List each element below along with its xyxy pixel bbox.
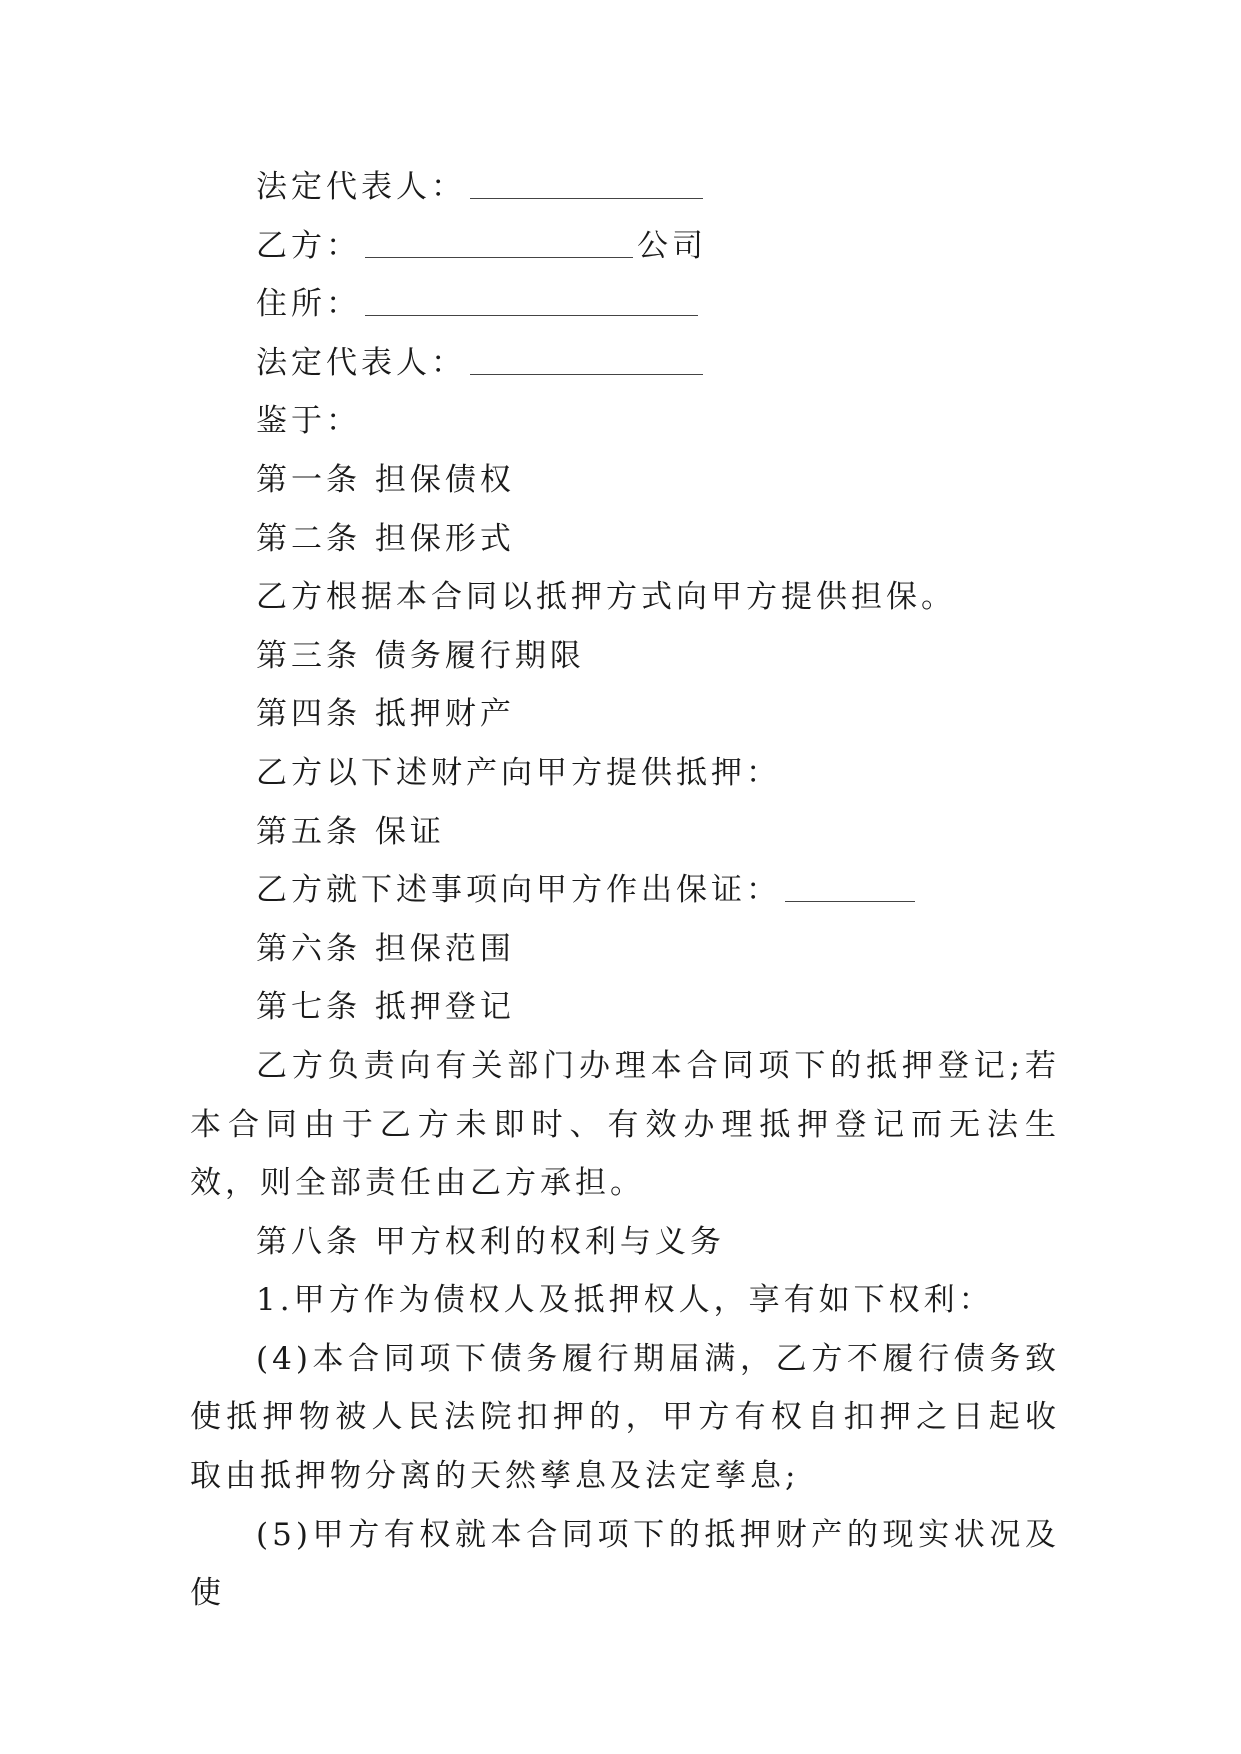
- party-b-line: [190, 217, 1060, 276]
- article-5-body: 乙方就下述事项向甲方作出保证：: [256, 872, 781, 909]
- party-b-legal-rep-line: [190, 334, 1060, 393]
- party-a-legal-rep-label: 法定代表人：: [256, 169, 466, 205]
- article-8-item-1: 1.甲方作为债权人及抵押权人，享有如下权利：: [256, 1282, 994, 1319]
- article-2-title: 第二条 担保形式: [256, 520, 515, 557]
- article-7-body: 乙方负责向有关部门办理本合同项下的抵押登记;若本合同由于乙方未即时、有效办理抵押登记而无法生效，则全部责任由乙方承担。: [190, 1047, 1060, 1202]
- article-2-body: 乙方根据本合同以抵押方式向甲方提供担保。: [256, 579, 956, 616]
- article-8-sub-item-5: (5)甲方有权就本合同项下的抵押财产的现实状况及使: [190, 1516, 1060, 1612]
- article-3-title: 第三条 债务履行期限: [256, 637, 585, 674]
- article-1-title: 第一条 担保债权: [256, 461, 515, 498]
- party-b-address-label: 住所：: [256, 286, 361, 323]
- article-4-title: 第四条 抵押财产: [256, 696, 515, 733]
- article-8-sub-item-4: (4)本合同项下债务履行期届满，乙方不履行债务致使抵押物被人民法院扣押的，甲方有权自扣押之日起收取由抵押物分离的天然孳息及法定孳息;: [190, 1340, 1060, 1495]
- party-b-company-suffix: 公司: [637, 227, 707, 264]
- article-8-title: 第八条 甲方权利的权利与义务: [256, 1223, 725, 1260]
- article-6-title: 第六条 担保范围: [256, 930, 515, 967]
- contract-body: [190, 158, 1060, 1623]
- party-a-legal-rep-line: [190, 158, 1060, 217]
- article-7-title: 第七条 抵押登记: [256, 989, 515, 1026]
- party-b-address-blank: [365, 295, 698, 316]
- party-b-name-blank: [365, 237, 633, 258]
- party-a-legal-rep-blank: [470, 178, 703, 199]
- article-4-body: 乙方以下述财产向甲方提供抵押：: [256, 754, 781, 791]
- party-b-label: 乙方：: [256, 227, 361, 264]
- article-5-body-line: [190, 861, 1060, 920]
- whereas-label: 鉴于：: [256, 403, 361, 440]
- party-b-legal-rep-blank: [470, 354, 703, 375]
- party-b-address-line: [190, 275, 1060, 334]
- article-5-guarantee-blank: [785, 881, 915, 902]
- article-5-title: 第五条 保证: [256, 813, 445, 850]
- party-b-legal-rep-label: 法定代表人：: [256, 344, 466, 381]
